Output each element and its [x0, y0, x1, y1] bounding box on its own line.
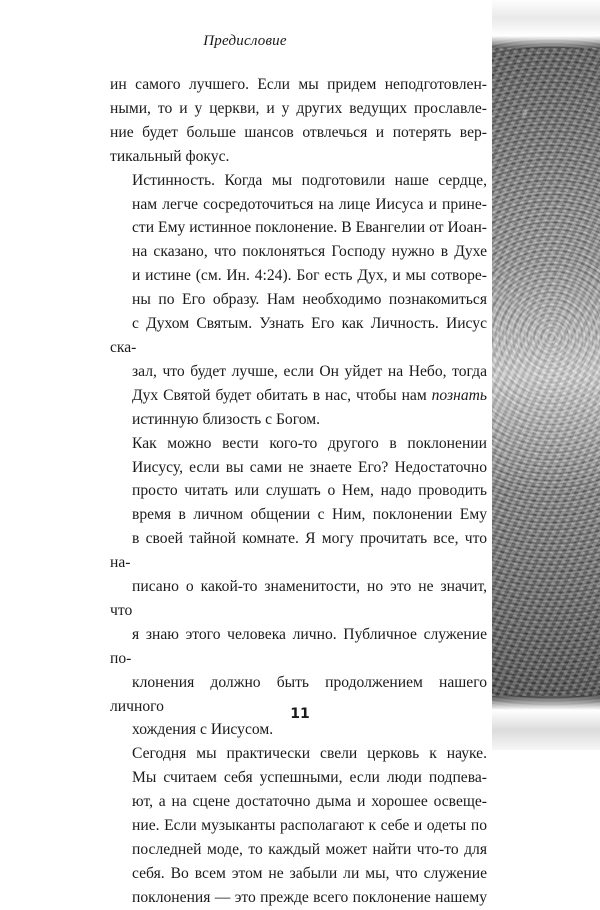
text-line: поклонения — это прежде всего поклонение нашему: [132, 888, 487, 906]
text-line: просто читать или слушать о Нем, надо проводить: [132, 482, 487, 500]
text-line: Истинность. Когда мы подготовили наше сердце,: [132, 171, 487, 189]
page-number: 11: [290, 706, 310, 722]
paragraph: [110, 742, 487, 909]
text-line: Как можно вести кого-то другого в поклонении: [132, 434, 487, 452]
text-line: ние. Если музыканты располагают к себе и одеты по: [132, 817, 487, 835]
text-line: с Духом Святым. Узнать Его как Личность. Иисус ска-: [110, 315, 487, 356]
running-header: Предисловие: [203, 33, 287, 49]
text-line: Иисусу, если вы сами не знаете Его? Недостаточно: [132, 458, 487, 476]
text-line: Мы считаем себя успешными, если люди подпева-: [132, 769, 487, 787]
paragraph: [110, 169, 487, 432]
body-text: [110, 73, 487, 910]
text-line: хождения с Иисусом.: [132, 721, 274, 739]
text-line: время в личном общении с Ним, поклонении Ему: [132, 506, 487, 524]
text-line: ин самого лучшего. Если мы придем неподготовлен-: [110, 76, 487, 93]
text-line: писано о какой-то знаменитости, но это не значит, что: [110, 578, 487, 619]
text-line: нам легче сосредоточиться на лице Иисуса и прине-: [132, 195, 487, 213]
paragraph: [110, 432, 487, 743]
text-line: я знаю этого человека лично. Публичное служение по-: [110, 625, 487, 667]
text-line: ны по Его образу. Нам необходимо познакомиться: [132, 291, 487, 309]
text-line: истинную близость с Богом.: [132, 410, 320, 428]
paragraph: [110, 73, 487, 169]
text-line: себя. Во всем этом не забыли ли мы, что служение: [132, 864, 487, 882]
decorative-side-strip: [492, 0, 600, 750]
text-line: клонения должно быть продолжением нашего личного: [110, 673, 487, 715]
text-line: ние будет больше шансов отвлечься и потерять вер-: [110, 123, 487, 141]
text-line: Дух Святой будет обитать в нас, чтобы нам познать: [132, 386, 487, 404]
text-line: зал, что будет лучше, если Он уйдет на Небо, тогда: [132, 362, 487, 380]
text-line: в своей тайной комнате. Я могу прочитать все, что на-: [110, 530, 487, 572]
text-line: сти Ему истинное поклонение. В Евангелии от Иоан-: [132, 219, 487, 237]
text-line: Сегодня мы практически свели церковь к науке.: [132, 745, 487, 763]
text-line: на сказано, что поклоняться Господу нужно в Духе: [132, 243, 487, 261]
text-line: ными, то и у церкви, и у других ведущих прославле-: [110, 99, 487, 117]
text-line: последней моде, то каждый может найти что-то для: [132, 841, 487, 858]
text-line: и истине (см. Ин. 4:24). Бог есть Дух, и мы сотворе-: [132, 267, 487, 285]
text-line: ют, а на сцене достаточно дыма и хорошее освеще-: [132, 793, 487, 811]
emphasis-word: познать: [431, 386, 487, 404]
text-line: тикальный фокус.: [110, 147, 230, 165]
